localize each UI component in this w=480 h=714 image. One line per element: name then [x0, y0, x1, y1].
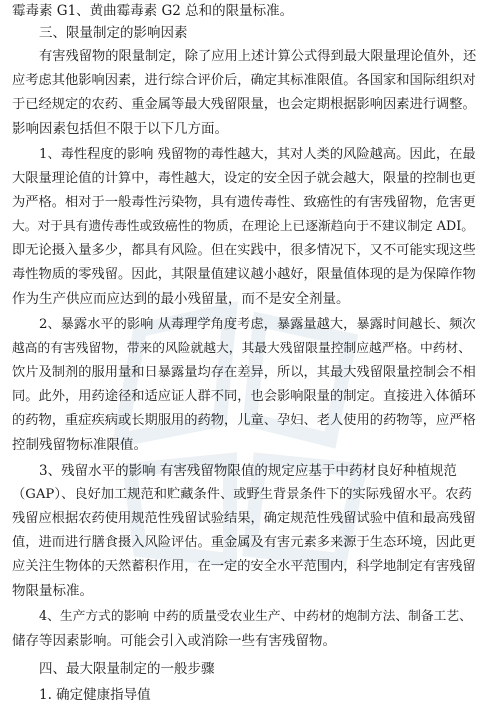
text-line: 1、毒性程度的影响 残留物的毒性越大，其对人类的风险越高。因此，在最 — [39, 147, 476, 162]
text-line: 同。此外，用药途径和适应证人群不同，也会影响限量的制定。直接进入体循环 — [12, 389, 476, 404]
subsection-heading: 1. 确定健康指导值 — [39, 687, 151, 703]
text-line: 2、暴露水平的影响 从毒理学角度考虑，暴露量越大，暴露时间越长、频次 — [39, 317, 476, 332]
text-line: 饮片及制剂的服用量和日暴露量均存在差异，所以，其最大残留限量控制会不相 — [12, 365, 476, 380]
text-line: 控制残留物标准限值。 — [12, 437, 147, 453]
text-line: 储存等因素影响。可能会引入或消除一些有害残留物。 — [12, 633, 336, 649]
text-line: 大。对于具有遗传毒性或致癌性的物质，在理论上已逐渐趋向于不建议制定 ADI。 — [12, 219, 475, 234]
text-line: 毒性物质的零残留。因此，其限量值建议越小越好，限量值体现的是为保障作物 — [12, 267, 476, 282]
text-line: 即无论摄入量多少，都具有风险。但在实践中，很多情况下，又不可能实现这些 — [12, 243, 476, 258]
text-line: 有害残留物的限量制定，除了应用上述计算公式得到最大限量理论值外，还 — [39, 49, 477, 64]
text-line: 残留应根据农药使用规范性残留试验结果，确定规范性残留试验中值和最高残留 — [12, 511, 476, 526]
text-line: 作为生产供应而应达到的最小残留量，而不是安全剂量。 — [12, 291, 350, 307]
section-heading: 四、最大限量制定的一般步骤 — [39, 661, 215, 677]
text-line: 物限量标准。 — [12, 583, 93, 599]
section-heading: 三、限量制定的影响因素 — [39, 25, 188, 41]
text-line: （GAP）、良好加工规范和贮藏条件、或野生背景条件下的实际残留水平。农药 — [12, 487, 472, 502]
text-line: 应考虑其他影响因素，进行综合评价后，确定其标准限值。各国家和国际组织对 — [12, 73, 476, 88]
text-line: 于已经规定的农药、重金属等最大残留限量，也会定期根据影响因素进行调整。 — [12, 97, 476, 112]
text-line: 的药物，重症疾病或长期服用的药物，儿童、孕妇、老人使用的药物等，应严格 — [12, 413, 476, 428]
text-line: 应关注生物体的天然蓄积作用，在一定的安全水平范围内，科学地制定有害残留 — [12, 559, 476, 574]
text-line: 值，进而进行膳食摄入风险评估。重金属及有害元素多来源于生态环境，因此更 — [12, 535, 476, 550]
text-line: 越高的有害残留物，带来的风险就越大，其最大残留限量控制应越严格。中药材、 — [12, 341, 471, 356]
text-line: 4、生产方式的影响 中药的质量受农业生产、中药材的炮制方法、制备工艺、 — [39, 609, 472, 624]
text-line: 大限量理论值的计算中，毒性越大，设定的安全因子就会越大，限量的控制也更 — [12, 171, 476, 186]
text-line: 霉毒素 G1、黄曲霉毒素 G2 总和的限量标准。 — [12, 3, 294, 19]
text-line: 3、残留水平的影响 有害残留物限值的规定应基于中药材良好种植规范 — [39, 463, 457, 479]
text-line: 为严格。相对于一般毒性污染物，具有遗传毒性、致癌性的有害残留物，危害更 — [12, 195, 476, 210]
text-line: 影响因素包括但不限于以下几方面。 — [12, 121, 228, 137]
